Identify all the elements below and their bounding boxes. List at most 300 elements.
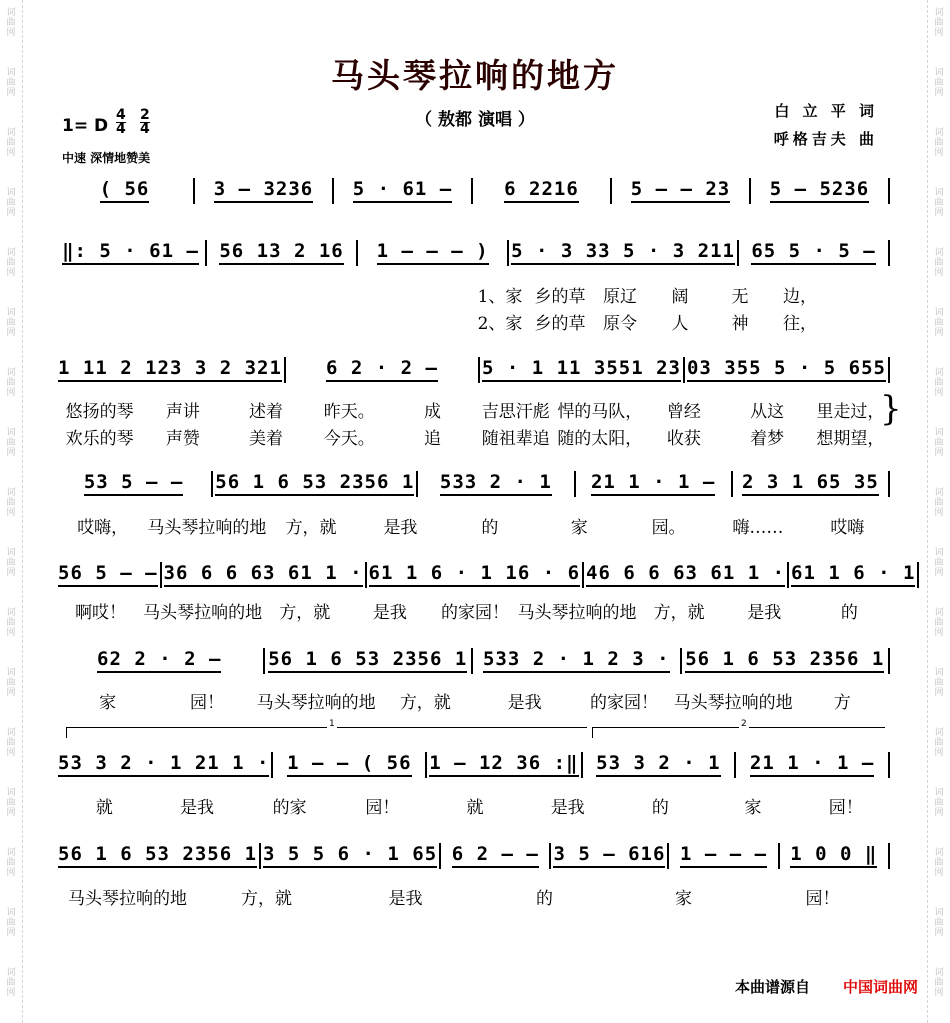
lyric-word: 从这 [750,402,785,422]
measure-notes: 1 11 2 123 3 2 321 [58,358,282,382]
score-line [58,843,892,869]
lyric-word: 的 [651,798,669,818]
watermark-char: 词 [934,368,944,378]
watermark-char: 曲 [934,198,944,208]
composer-credit: 呼格吉夫 曲 [773,130,878,148]
lyric-word: 就 [95,798,113,818]
watermark-char: 词 [6,668,16,678]
lyric-word: 声讲 [165,402,200,422]
watermark-char: 曲 [934,318,944,328]
watermark-glyphs [2,188,20,218]
watermark-char: 网 [934,388,944,398]
right-margin-line [927,0,928,1023]
lyric-word: 的 [536,889,553,909]
watermark-char: 曲 [6,618,16,628]
watermark-char: 曲 [934,618,944,628]
measure [360,241,505,265]
watermark-char: 曲 [6,78,16,88]
watermark-glyphs [2,308,20,338]
watermark-char: 词 [934,188,944,198]
lyric-word: 1、家 [477,287,523,307]
lyric-word: 是我 [372,603,407,623]
lyric-word: 着梦 [750,429,785,449]
measure [420,472,571,496]
measure [369,563,580,587]
barline [416,471,418,497]
measure-notes: 1 0 0 ‖ [790,844,877,868]
lyric-line [470,282,830,307]
watermark-glyphs [930,308,948,338]
performer: （ 敖都 演唱 ） [415,110,535,130]
watermark-glyphs [2,788,20,818]
lyric-word: 方，就 [653,603,705,623]
watermark-glyphs [930,368,948,398]
measure-notes: 56 5 – – [58,563,158,587]
lyric-word: 原辽 [603,287,637,307]
barline [471,648,473,674]
lyric-word: 曾经 [666,402,701,422]
barline [574,471,576,497]
barline [888,357,890,383]
watermark-char: 曲 [934,258,944,268]
measure-notes: 56 1 6 53 2356 1 [215,472,414,496]
score-line [58,648,892,674]
watermark-char: 网 [6,808,16,818]
measure [209,241,354,265]
watermark-char: 网 [6,148,16,158]
watermark-glyphs [930,8,948,38]
watermark-char: 曲 [6,678,16,688]
barline [478,357,480,383]
lyric-line [58,793,892,818]
score-line [58,471,892,497]
measure-notes: 6 2 – – [452,844,539,868]
watermark-char: 曲 [934,18,944,28]
measure [215,472,414,496]
measure [58,241,203,265]
lyric-word: 马头琴拉响的地 [256,693,376,713]
watermark-char: 曲 [934,678,944,688]
measure-notes: 2 3 1 65 35 [742,472,879,496]
watermark-char: 曲 [934,558,944,568]
lyric-line [58,598,892,623]
lyric-word: 是我 [180,798,214,818]
watermark-char: 网 [934,568,944,578]
watermark-char: 网 [6,268,16,278]
measure-notes: 53 3 2 · 1 21 1 · [58,753,269,777]
measure [58,753,269,777]
watermark-glyphs [930,428,948,458]
watermark-char: 网 [934,748,944,758]
watermark-char: 词 [934,8,944,18]
barline [549,843,551,869]
lyric-word: 哎嗨， [77,518,129,538]
watermark-char: 词 [6,548,16,558]
measure-notes: 56 13 2 16 [219,241,343,265]
measure-notes: 21 1 · 1 – [750,753,874,777]
watermark-char: 网 [934,208,944,218]
watermark-char: 词 [6,728,16,738]
watermark-char: 网 [6,688,16,698]
lyric-word: 园！ [189,693,224,713]
watermark-glyphs [2,368,20,398]
measure [671,844,775,868]
watermark-char: 曲 [934,438,944,448]
barline [211,471,213,497]
measure-notes: 1 – – ( 56 [287,753,411,777]
measure-notes: ‖: 5 · 61 – [62,241,199,265]
source-note: 本曲谱源自 [734,978,810,996]
lyric-word: 随的太阳， [557,429,643,449]
barline [917,562,919,588]
lyric-line [58,513,892,538]
lyric-line [58,424,892,449]
watermark-glyphs [2,488,20,518]
key-signature: 1= D [62,116,109,136]
lyric-word: 的家 [272,798,307,818]
measure [482,358,681,382]
lyric-word: 欢乐的琴 [65,429,134,449]
lyric-word: 悍的马队， [557,402,643,422]
watermark-char: 曲 [6,18,16,28]
measure [553,844,665,868]
lyric-word: 园！ [365,798,400,818]
measure [511,241,735,265]
watermark-char: 曲 [6,918,16,928]
lyric-word: 乡的草 [534,287,586,307]
lyric-word: 美着 [249,429,284,449]
barline [425,752,427,778]
volta-bracket-2: 2 [592,727,885,738]
lyric-word: 神 [731,314,749,334]
barline [582,562,584,588]
measure-notes: 36 6 6 63 61 1 · [164,563,363,587]
score-line [58,752,892,778]
lyric-word: 马头琴拉响的地 [517,603,637,623]
watermark-char: 词 [6,488,16,498]
barline [365,562,367,588]
lyric-word: 方，就 [285,518,337,538]
watermark-char: 网 [6,448,16,458]
barline [271,752,273,778]
measure [687,358,886,382]
measure-notes: 53 3 2 · 1 [596,753,720,777]
watermark-char: 词 [6,968,16,978]
watermark-char: 词 [6,608,16,618]
measure [782,844,886,868]
measure-notes: 5 · 1 11 3551 23 [482,358,681,382]
measure-notes: 5 – 5236 [770,179,870,203]
lyric-word: 是我 [383,518,418,538]
measure-notes: 5 – – 23 [631,179,731,203]
watermark-char: 曲 [934,918,944,928]
watermark-char: 网 [6,628,16,638]
watermark-glyphs [930,968,948,998]
measure-notes: 3 5 5 6 · 1 65 [263,844,437,868]
lyric-word: 里走过， [816,402,885,422]
measure [429,753,578,777]
lyric-word: 阔 [671,287,689,307]
watermark-char: 网 [6,328,16,338]
lyric-word: 园！ [828,798,863,818]
lyric-word: 马头琴拉响的地 [68,889,187,909]
watermark-glyphs [2,668,20,698]
measure [58,179,191,203]
watermark-glyphs [2,968,20,998]
barline [731,471,733,497]
watermark-char: 曲 [6,378,16,388]
barline [263,648,265,674]
watermark-char: 曲 [6,198,16,208]
watermark-char: 网 [6,928,16,938]
measure [578,472,729,496]
measure [164,563,363,587]
watermark-char: 曲 [934,78,944,88]
measure [753,179,886,203]
watermark-glyphs [2,608,20,638]
measure-notes: 61 1 6 · 1 16 · 6 [369,563,580,587]
watermark-glyphs [930,488,948,518]
lyric-word: 就 [466,798,484,818]
watermark-char: 词 [6,848,16,858]
watermark-glyphs [930,908,948,938]
watermark-glyphs [2,908,20,938]
watermark-char: 网 [6,28,16,38]
score-line [58,240,892,266]
watermark-char: 网 [6,388,16,398]
watermark-char: 网 [6,508,16,518]
watermark-char: 网 [934,988,944,998]
lyric-word: 声赞 [165,429,200,449]
measure-notes: ( 56 [100,179,150,203]
barline [888,471,890,497]
watermark-glyphs [930,128,948,158]
lyric-word: 是我 [747,603,782,623]
watermark-glyphs [2,728,20,758]
lyric-word: 的家园！ [440,603,509,623]
right-watermark-strip [928,0,950,1023]
watermark-char: 曲 [934,858,944,868]
lyric-word: 哎嗨 [830,518,865,538]
watermark-char: 曲 [6,798,16,808]
watermark-char: 曲 [6,438,16,448]
measure-notes: 21 1 · 1 – [591,472,715,496]
barline [787,562,789,588]
lyric-word: 园！ [805,889,840,909]
tempo-marking: 中速 深情地赞美 [62,151,151,165]
watermark-char: 网 [934,868,944,878]
watermark-char: 词 [6,128,16,138]
barline [610,178,612,204]
watermark-char: 曲 [6,258,16,268]
measure [58,472,209,496]
watermark-glyphs [2,248,20,278]
lyric-word: 述着 [249,402,284,422]
lyric-word: 方 [833,693,851,713]
measure-notes: 1 – – – ) [377,241,489,265]
watermark-glyphs [930,668,948,698]
lyric-word: 收获 [666,429,701,449]
measure [58,844,257,868]
watermark-glyphs [930,728,948,758]
measure [288,358,476,382]
watermark-char: 网 [6,208,16,218]
measure-notes: 5 · 61 – [353,179,453,203]
lyric-line [470,309,830,334]
time-signature-2: 2 4 [140,107,150,137]
measure [336,179,469,203]
lyric-word: 是我 [507,693,542,713]
watermark-char: 网 [934,508,944,518]
lyric-word: 马头琴拉响的地 [673,693,793,713]
barline [888,843,890,869]
lyric-word: 家 [99,693,117,713]
lyric-word: 啊哎！ [75,603,127,623]
lyric-word: 家 [744,798,762,818]
watermark-char: 网 [934,928,944,938]
watermark-char: 曲 [6,498,16,508]
watermark-char: 词 [934,68,944,78]
measure-notes: 3 – 3236 [214,179,314,203]
watermark-char: 曲 [934,378,944,388]
watermark-glyphs [930,248,948,278]
watermark-char: 词 [934,428,944,438]
measure-notes: 61 1 6 · 1 [791,563,915,587]
watermark-char: 网 [6,88,16,98]
barline [205,240,207,266]
lyric-word: 的 [481,518,499,538]
watermark-char: 网 [934,28,944,38]
watermark-char: 词 [6,8,16,18]
measure [614,179,747,203]
lyric-line [58,397,892,422]
lyric-word: 方，就 [399,693,451,713]
measure-notes: 5 · 3 33 5 · 3 211 [511,241,735,265]
barline [683,357,685,383]
watermark-char: 词 [934,668,944,678]
measure-notes: 03 355 5 · 5 655 [687,358,886,382]
watermark-char: 曲 [934,978,944,988]
song-title: 马头琴拉响的地方 [331,56,619,95]
barline [356,240,358,266]
watermark-char: 词 [6,788,16,798]
watermark-char: 曲 [6,738,16,748]
watermark-char: 词 [6,368,16,378]
lyric-word: 往， [783,314,817,334]
lyric-word: 追 [423,429,441,449]
lyric-word: 无 [731,287,749,307]
watermark-char: 网 [6,988,16,998]
lyric-word: 昨天。 [323,402,375,422]
watermark-char: 曲 [6,978,16,988]
measure [58,563,158,587]
lyric-word: 边， [783,287,817,307]
lyric-word: 的家园！ [589,693,658,713]
score-line [58,357,892,383]
watermark-char: 曲 [6,558,16,568]
watermark-char: 曲 [6,858,16,868]
watermark-char: 词 [6,68,16,78]
watermark-char: 网 [6,868,16,878]
lyricist-credit: 白 立 平 词 [774,102,878,120]
watermark-char: 词 [934,548,944,558]
lyric-word: 方，就 [279,603,331,623]
watermark-char: 曲 [6,138,16,148]
watermark-glyphs [930,848,948,878]
watermark-char: 网 [934,628,944,638]
lyric-word: 2、家 [477,314,523,334]
barline [507,240,509,266]
watermark-char: 网 [934,328,944,338]
measure-notes: 6 2 · 2 – [326,358,438,382]
watermark-char: 曲 [934,498,944,508]
lyric-word: 乡的草 [534,314,586,334]
watermark-glyphs [930,608,948,638]
barline [680,648,682,674]
measure [684,649,887,673]
measure-notes: 56 1 6 53 2356 1 [58,844,257,868]
barline [193,178,195,204]
watermark-char: 词 [934,788,944,798]
watermark-char: 词 [934,128,944,138]
barline [581,752,583,778]
measure [58,358,282,382]
watermark-char: 词 [6,308,16,318]
barline [471,178,473,204]
lyric-word: 马头琴拉响的地 [143,603,263,623]
left-watermark-strip [0,0,22,1023]
watermark-glyphs [930,788,948,818]
barline [160,562,162,588]
measure-notes: 1 – – – [680,844,767,868]
watermark-char: 词 [6,188,16,198]
score-line [58,562,916,588]
measure [267,649,470,673]
watermark-char: 网 [934,148,944,158]
barline [749,178,751,204]
watermark-glyphs [2,428,20,458]
volta-bracket-1: 1 [66,727,587,738]
lyric-word: 随祖辈追 [481,429,550,449]
watermark-char: 词 [934,608,944,618]
measure [58,649,261,673]
site-link[interactable]: 中国词曲网 [842,978,918,996]
watermark-glyphs [2,128,20,158]
measure [263,844,437,868]
watermark-char: 网 [934,688,944,698]
lyric-word: 今天。 [323,429,375,449]
lyric-word: 园。 [651,518,686,538]
watermark-char: 网 [934,448,944,458]
lyric-word: 吉思汗彪 [481,402,550,422]
measure-notes: 533 2 · 1 2 3 · [483,649,670,673]
lyric-line [58,688,892,713]
measure [443,844,547,868]
measure [475,649,678,673]
watermark-glyphs [930,548,948,578]
lyric-word: 嗨…… [732,518,784,538]
watermark-char: 词 [6,248,16,258]
watermark-char: 词 [934,488,944,498]
measure-notes: 56 1 6 53 2356 1 [685,649,884,673]
watermark-glyphs [2,8,20,38]
verse-brace: } [880,389,902,429]
measure [735,472,886,496]
watermark-char: 网 [934,808,944,818]
left-margin-line [22,0,23,1023]
measure-notes: 3 5 – 616 [553,844,665,868]
barline [332,178,334,204]
